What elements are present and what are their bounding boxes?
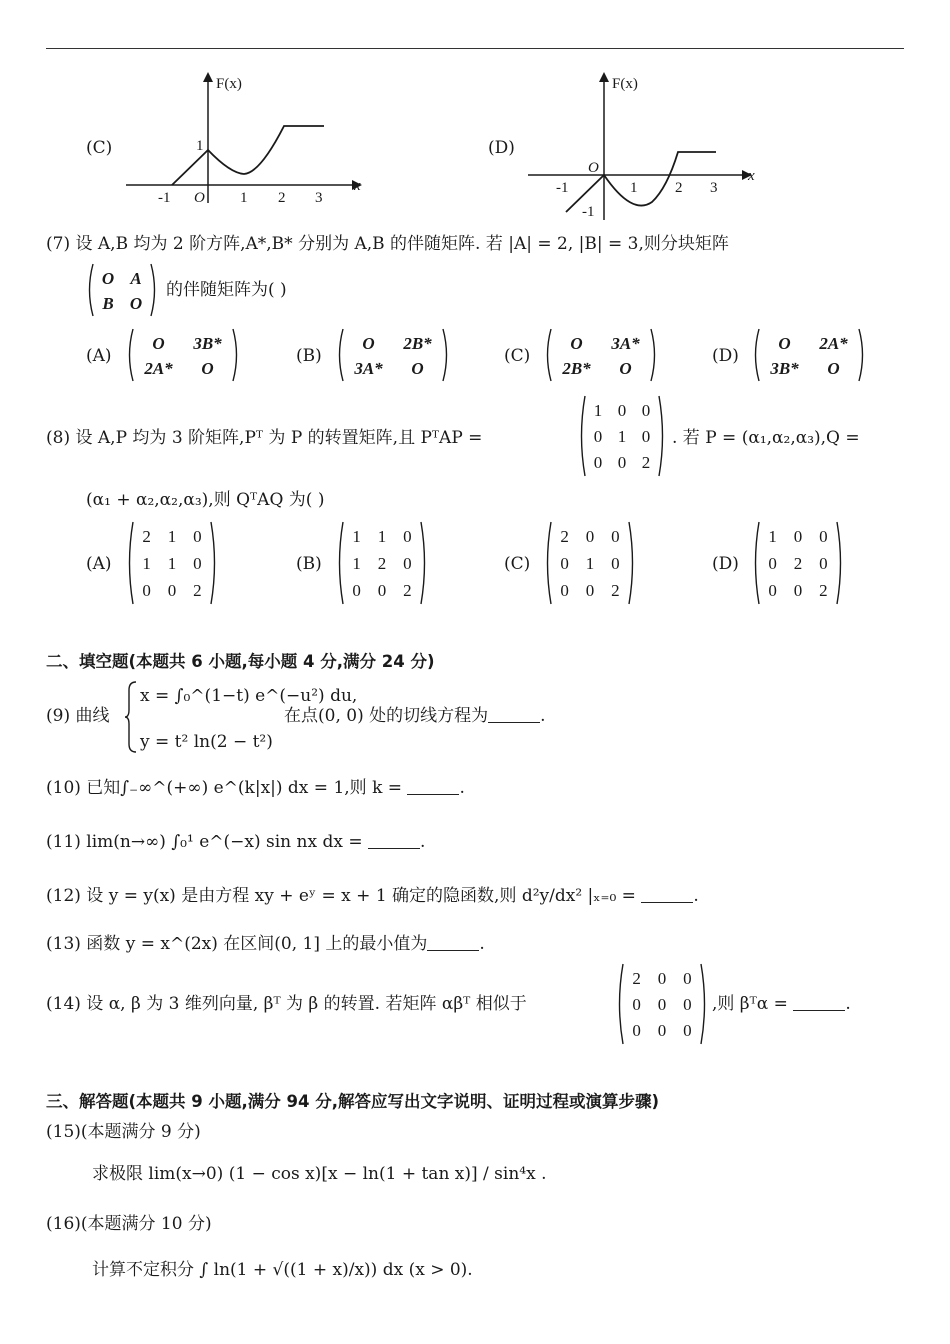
- matrix-cell: 2: [142, 527, 151, 547]
- matrix-cell: 0: [657, 969, 667, 988]
- matrix-cell: 1: [617, 427, 627, 446]
- matrix-cell: O: [129, 293, 143, 313]
- matrix-cell: 0: [593, 453, 603, 472]
- matrix-cell: 0: [403, 527, 412, 547]
- q11-text: (11) lim(n→∞) ∫₀¹ e^(−x) sin nx dx =: [46, 832, 363, 852]
- q8-line1: (8) 设 A,P 均为 3 阶矩阵,Pᵀ 为 P 的转置矩阵,且 PᵀAP =: [46, 428, 483, 448]
- matrix-cell: 1: [167, 554, 177, 573]
- q9-x-equation: x = ∫₀^(1−t) e^(−u²) du,: [140, 686, 358, 706]
- q7-option-d-label: (D): [712, 346, 739, 366]
- matrix-cell: 0: [632, 1021, 641, 1040]
- matrix-cell: O: [619, 358, 632, 378]
- q8-option-b-matrix: [334, 520, 430, 606]
- right-paren: [421, 522, 425, 604]
- graph-c-tick: 3: [315, 190, 323, 206]
- q7-block-matrix: [84, 262, 160, 318]
- matrix-cell: 0: [617, 453, 627, 472]
- q10-answer-blank: [407, 778, 459, 795]
- q7-option-d-matrix: [750, 327, 868, 383]
- q8-given-matrix: [576, 394, 668, 478]
- graph-c-xlabel: x: [354, 178, 361, 194]
- q9-suffix: 在点(0, 0) 处的切线方程为: [284, 706, 489, 726]
- q11-wrap: (11) lim(n→∞) ∫₀¹ e^(−x) sin nx dx = .: [46, 832, 426, 852]
- right-paren: [701, 964, 705, 1044]
- graph-c-tick: 1: [240, 190, 248, 206]
- matrix-cell: 1: [167, 527, 177, 547]
- q8-option-b-label: (B): [296, 554, 322, 574]
- matrix-cell: 1: [142, 554, 151, 573]
- q13-wrap: (13) 函数 y = x^(2x) 在区间(0, 1] 上的最小值为 .: [46, 934, 485, 954]
- left-paren: [548, 329, 552, 381]
- matrix-cell: 1: [352, 527, 361, 547]
- left-paren: [340, 329, 344, 381]
- left-paren: [130, 329, 134, 381]
- q8-option-d-matrix: [750, 520, 846, 606]
- q11-answer-blank: [368, 832, 420, 849]
- q13-answer-blank: [427, 934, 479, 951]
- graph-d-flabel: F(x): [612, 76, 638, 92]
- q12-answer-blank: [641, 886, 693, 903]
- matrix-cell: 0: [768, 554, 777, 573]
- q14-matrix: [614, 962, 710, 1046]
- q10-wrap: (10) 已知∫₋∞^(+∞) e^(k|x|) dx = 1,则 k = .: [46, 778, 465, 798]
- left-paren: [90, 264, 94, 316]
- matrix-cell: 0: [403, 554, 412, 573]
- graph-d-tick: -1: [556, 180, 569, 196]
- matrix-cell: 0: [657, 995, 667, 1014]
- q7-option-c-label: (C): [504, 346, 531, 366]
- q13-text: (13) 函数 y = x^(2x) 在区间(0, 1] 上的最小值为: [46, 934, 428, 954]
- matrix-cell: 1: [585, 554, 595, 573]
- matrix-cell: 3B*: [770, 358, 799, 378]
- left-paren: [130, 522, 134, 604]
- matrix-cell: 0: [142, 580, 151, 600]
- matrix-cell: 0: [585, 527, 595, 547]
- graph-c: [120, 68, 370, 208]
- matrix-cell: O: [827, 358, 840, 378]
- q14-answer-blank: [793, 994, 845, 1011]
- matrix-cell: 0: [641, 427, 651, 446]
- matrix-cell: 1: [593, 401, 603, 420]
- right-paren: [233, 329, 237, 381]
- left-paren: [548, 522, 552, 604]
- left-paren: [756, 522, 760, 604]
- q15-body: 求极限 lim(x→0) (1 − cos x)[x − ln(1 + tan x)] / sin⁴x .: [92, 1164, 547, 1184]
- graph-c-tick: 2: [278, 190, 286, 206]
- matrix-cell: 0: [683, 1021, 692, 1040]
- q12-wrap: (12) 设 y = y(x) 是由方程 xy + eʸ = x + 1 确定的隐函数,则 d²y/dx² |ₓ₌₀ = .: [46, 886, 699, 906]
- left-paren: [756, 329, 760, 381]
- left-paren: [582, 396, 586, 476]
- q8-option-c-label: (C): [504, 554, 531, 574]
- q7-option-a-label: (A): [86, 346, 112, 366]
- matrix-cell: 0: [585, 580, 595, 600]
- q7-line2: 的伴随矩阵为( ): [166, 280, 287, 300]
- right-paren: [443, 329, 447, 381]
- q9-prefix: (9) 曲线: [46, 706, 110, 726]
- matrix-cell: O: [778, 333, 791, 353]
- matrix-cell: 0: [611, 527, 620, 547]
- graph-d-tick: 3: [710, 180, 718, 196]
- matrix-cell: 0: [593, 427, 603, 446]
- matrix-cell: 2A*: [819, 333, 848, 353]
- top-rule: [46, 48, 904, 49]
- graph-c-flabel: F(x): [216, 76, 242, 92]
- q9-y-equation: y = t² ln(2 − t²): [140, 732, 273, 752]
- graph-d-tick: 1: [630, 180, 638, 196]
- right-paren: [151, 264, 155, 316]
- matrix-cell: O: [411, 358, 424, 378]
- q16-header: (16)(本题满分 10 分): [46, 1214, 212, 1234]
- matrix-cell: 0: [167, 580, 177, 600]
- matrix-cell: A: [130, 268, 142, 288]
- matrix-cell: O: [152, 333, 165, 353]
- q9-brace: [124, 680, 138, 754]
- matrix-cell: 0: [352, 580, 361, 600]
- q16-body: 计算不定积分 ∫ ln(1 + √((1 + x)/x)) dx (x > 0).: [92, 1260, 473, 1280]
- q8-option-a-label: (A): [86, 554, 112, 574]
- option-d-label: (D): [488, 138, 515, 158]
- matrix-cell: 2: [641, 453, 651, 472]
- q15-header: (15)(本题满分 9 分): [46, 1122, 201, 1142]
- matrix-cell: 0: [560, 580, 569, 600]
- matrix-cell: O: [570, 333, 583, 353]
- graph-c-origin: O: [194, 190, 205, 206]
- matrix-cell: 2: [193, 580, 202, 600]
- q7-option-b-label: (B): [296, 346, 322, 366]
- matrix-cell: 0: [768, 580, 777, 600]
- graph-d-origin: O: [588, 160, 599, 176]
- matrix-cell: 0: [793, 580, 803, 600]
- q10-text: (10) 已知∫₋∞^(+∞) e^(k|x|) dx = 1,则 k =: [46, 778, 403, 798]
- graph-d-tick: 2: [675, 180, 683, 196]
- matrix-cell: 2B*: [562, 358, 591, 378]
- matrix-cell: O: [201, 358, 214, 378]
- q12-text: (12) 设 y = y(x) 是由方程 xy + eʸ = x + 1 确定的隐函数,则 d²y/dx² |ₓ₌₀ =: [46, 886, 636, 906]
- matrix-cell: 2: [632, 969, 641, 988]
- matrix-cell: 1: [768, 527, 777, 547]
- matrix-cell: 2: [560, 527, 569, 547]
- matrix-cell: O: [362, 333, 375, 353]
- right-paren: [211, 522, 215, 604]
- q8-line1-after: . 若 P = (α₁,α₂,α₃),Q =: [672, 428, 860, 448]
- right-paren: [629, 522, 633, 604]
- matrix-cell: 0: [793, 527, 803, 547]
- matrix-cell: 0: [632, 995, 641, 1014]
- q7-option-c-matrix: [542, 327, 660, 383]
- matrix-cell: 0: [819, 527, 828, 547]
- graph-d-xlabel: x: [748, 168, 755, 184]
- matrix-cell: 0: [193, 527, 202, 547]
- matrix-cell: O: [101, 268, 115, 288]
- matrix-cell: 0: [641, 401, 651, 420]
- q14-suffix: ,则 βᵀα =: [712, 994, 788, 1014]
- matrix-cell: 0: [657, 1021, 667, 1040]
- matrix-cell: 0: [193, 554, 202, 573]
- q8-option-c-matrix: [542, 520, 638, 606]
- matrix-cell: 0: [560, 554, 569, 573]
- right-paren: [859, 329, 863, 381]
- matrix-cell: 2: [403, 580, 412, 600]
- matrix-cell: 0: [617, 401, 627, 420]
- matrix-cell: 3A*: [611, 333, 640, 353]
- q8-option-d-label: (D): [712, 554, 739, 574]
- matrix-cell: 2: [793, 554, 803, 573]
- matrix-cell: 2B*: [403, 333, 432, 353]
- matrix-cell: 2: [819, 580, 828, 600]
- matrix-cell: 0: [683, 969, 692, 988]
- matrix-cell: 1: [377, 527, 387, 547]
- right-paren: [651, 329, 655, 381]
- matrix-cell: 3A*: [354, 358, 383, 378]
- q7-option-b-matrix: [334, 327, 452, 383]
- left-paren: [620, 964, 624, 1044]
- matrix-cell: 2: [377, 554, 387, 573]
- matrix-cell: 0: [683, 995, 692, 1014]
- section-3-title: 三、解答题(本题共 9 小题,满分 94 分,解答应写出文字说明、证明过程或演算步骤): [46, 1092, 660, 1111]
- matrix-cell: 3B*: [193, 333, 222, 353]
- matrix-cell: 1: [352, 554, 361, 573]
- q7-line1: (7) 设 A,B 均为 2 阶方阵,A*,B* 分别为 A,B 的伴随矩阵. 若 |A| = 2, |B| = 3,则分块矩阵: [46, 234, 729, 254]
- q14-prefix: (14) 设 α, β 为 3 维列向量, βᵀ 为 β 的转置. 若矩阵 αβᵀ 相似于: [46, 994, 527, 1014]
- matrix-cell: 0: [819, 554, 828, 573]
- right-paren: [837, 522, 841, 604]
- q8-option-a-matrix: [124, 520, 220, 606]
- option-c-label: (C): [86, 138, 113, 158]
- q14-suffix-wrap: ,则 βᵀα = .: [712, 994, 851, 1014]
- matrix-cell: 2: [611, 580, 620, 600]
- section-2-title: 二、填空题(本题共 6 小题,每小题 4 分,满分 24 分): [46, 652, 435, 671]
- q7-option-a-matrix: [124, 327, 242, 383]
- q9-suffix-wrap: 在点(0, 0) 处的切线方程为 .: [284, 706, 546, 726]
- matrix-cell: 0: [377, 580, 387, 600]
- q8-line2: (α₁ + α₂,α₂,α₃),则 QᵀAQ 为( ): [86, 490, 325, 510]
- matrix-cell: 0: [611, 554, 620, 573]
- graph-d-yneg: -1: [582, 204, 595, 220]
- q9-answer-blank: [488, 706, 540, 723]
- matrix-cell: B: [102, 293, 114, 313]
- left-paren: [340, 522, 344, 604]
- graph-c-tick: -1: [158, 190, 171, 206]
- matrix-cell: 2A*: [144, 358, 173, 378]
- graph-c-y1: 1: [196, 138, 204, 154]
- graph-d: [522, 68, 772, 228]
- right-paren: [659, 396, 663, 476]
